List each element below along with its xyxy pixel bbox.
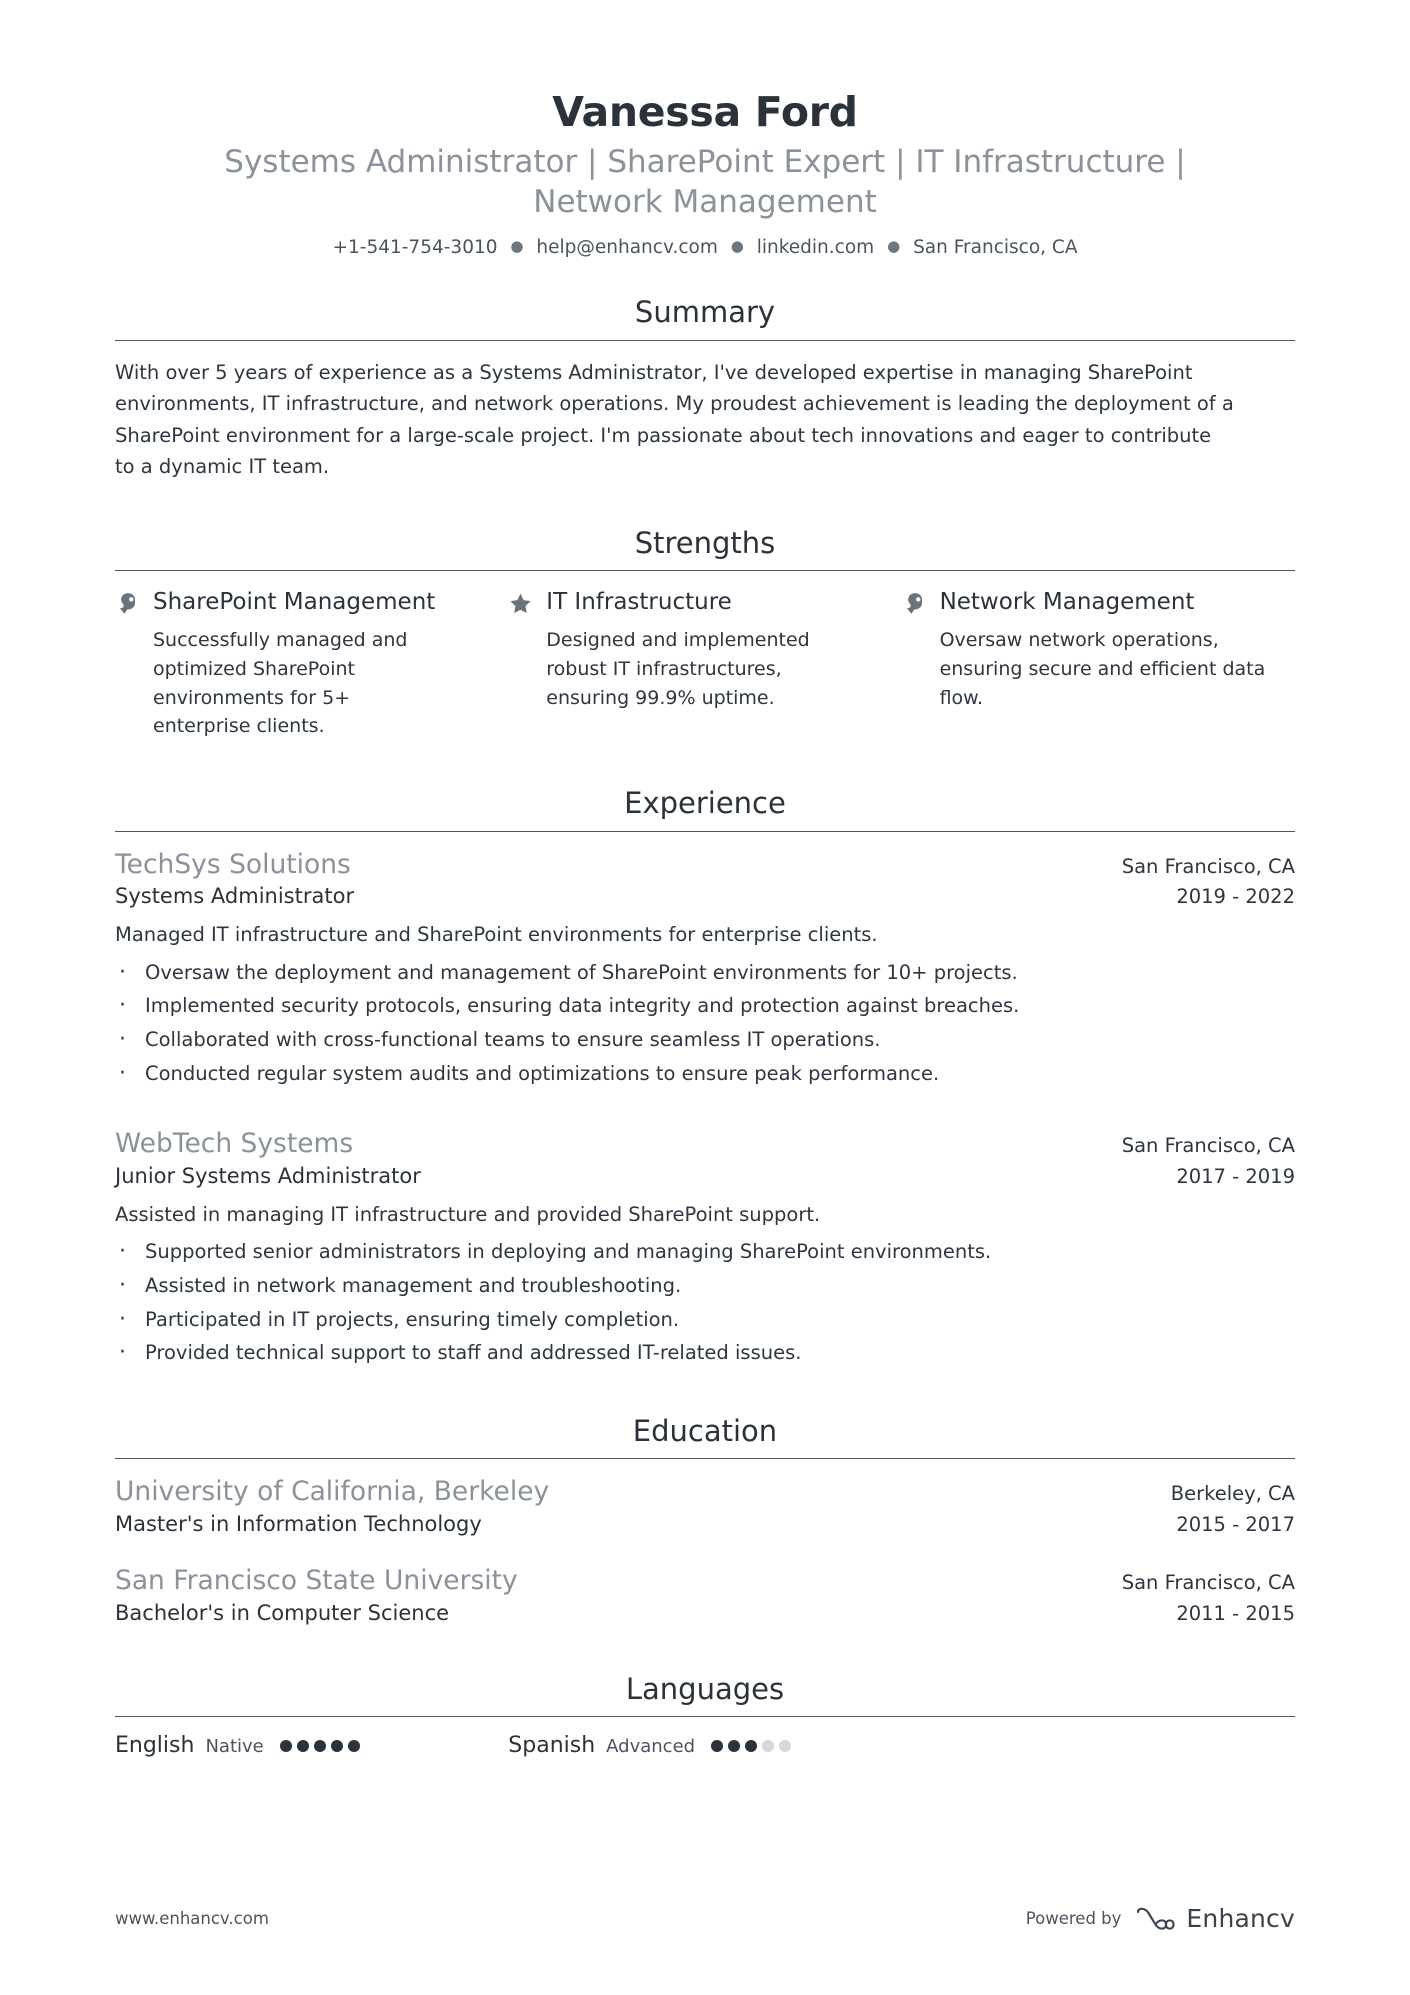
section-title-summary: Summary [634,295,776,330]
language-name: English [115,1733,195,1759]
entry-top-row [115,1475,1295,1509]
strength-header [508,589,846,617]
powered-by-label: Powered by [1025,1909,1122,1928]
rating-dot-filled [728,1740,740,1752]
enhancv-brand [1135,1904,1295,1933]
language-item [508,1733,901,1759]
list-item: · Oversaw the deployment and management of SharePoint environments for 10+ projects. [115,959,1295,993]
strength-header [902,589,1295,617]
language-name: Spanish [508,1733,596,1759]
entry-second-row [115,1162,1295,1190]
page-title: Vanessa Ford [552,88,858,136]
rating-dot-filled [745,1740,757,1752]
job-bullet-list [115,959,1295,1094]
entry-top-row [115,848,1295,882]
section-languages [115,1671,1295,1760]
entry-second-row [115,1599,1295,1627]
education-entry [115,1564,1295,1627]
degree-dates: 2011 - 2015 [1176,1601,1295,1625]
strength-item [902,589,1295,741]
strength-description: Successfully managed and optimized SharePoint environments for 5+ enterprise clients. [153,628,408,738]
job-summary: Managed IT infrastructure and SharePoint environments for enterprise clients. [115,923,878,947]
school-name: University of California, Berkeley [115,1476,550,1508]
entry-top-row [115,1564,1295,1598]
footer-url[interactable]: www.enhancv.com [115,1909,269,1928]
contact-email[interactable]: help@enhancv.com [536,236,718,258]
section-title-strengths: Strengths [634,525,776,560]
language-rating [711,1740,791,1752]
rating-dot-empty [779,1740,791,1752]
entry-top-row [115,1127,1295,1161]
language-item [115,1733,508,1759]
job-title: Junior Systems Administrator [115,1163,421,1188]
experience-entry [115,848,1295,1094]
separator-dot-icon: ● [887,236,901,255]
section-strengths [115,525,1295,741]
job-dates: 2017 - 2019 [1176,1164,1295,1188]
list-item: · Participated in IT projects, ensuring timely completion. [115,1306,1295,1340]
list-item: · Provided technical support to staff and addressed IT-related issues. [115,1339,1295,1373]
page-footer [115,1904,1295,1933]
section-title-experience: Experience [624,786,786,821]
degree-name: Master's in Information Technology [115,1511,482,1536]
languages-grid [115,1717,1295,1759]
school-name: San Francisco State University [115,1565,518,1597]
education-entry [115,1475,1295,1538]
resume-header [115,88,1295,260]
enhancv-logo-icon [1135,1906,1177,1932]
job-bullet-list [115,1238,1295,1373]
summary-text: With over 5 years of experience as a Systems Administrator, I've developed expertise in managing SharePoint environments, IT infrastructure, and network operations. My proudest achievement is leading the deployment of a SharePoint environment for a large-scale project. I'm passionate about tech innovations and eager to contribute to a dynamic IT team. [115,360,1234,479]
job-title: Systems Administrator [115,884,355,909]
company-name: WebTech Systems [115,1128,354,1160]
contact-website[interactable]: linkedin.com [756,236,875,258]
head-silhouette-icon [115,591,140,616]
section-education [115,1413,1295,1627]
job-summary: Assisted in managing IT infrastructure and provided SharePoint support. [115,1203,821,1227]
separator-dot-icon: ● [730,236,744,255]
strength-description: Oversaw network operations, ensuring secure and efficient data flow. [939,628,1266,709]
star-icon [508,591,533,616]
section-experience [115,785,1295,1373]
professional-headline: Systems Administrator | SharePoint Expert | IT Infrastructure | Network Management [224,144,1186,220]
school-location: San Francisco, CA [1121,1571,1295,1595]
contact-phone: +1-541-754-3010 [332,236,498,258]
language-level: Advanced [606,1735,696,1757]
list-item: · Conducted regular system audits and optimizations to ensure peak performance. [115,1060,1295,1094]
job-dates: 2019 - 2022 [1176,885,1295,909]
list-item: · Collaborated with cross-functional teams to ensure seamless IT operations. [115,1026,1295,1060]
degree-name: Bachelor's in Computer Science [115,1600,450,1625]
rating-dot-empty [762,1740,774,1752]
brand-name: Enhancv [1186,1904,1295,1933]
company-location: San Francisco, CA [1121,854,1295,878]
rating-dot-filled [331,1740,343,1752]
language-level: Native [205,1735,264,1757]
company-name: TechSys Solutions [115,848,351,880]
experience-entry [115,1127,1295,1373]
strength-item [508,589,901,741]
section-summary [115,294,1295,483]
strength-name: IT Infrastructure [546,589,732,616]
section-title-languages: Languages [625,1671,785,1706]
rating-dot-filled [314,1740,326,1752]
entry-second-row [115,882,1295,910]
school-location: Berkeley, CA [1170,1482,1295,1506]
strength-name: SharePoint Management [153,589,436,616]
strength-description: Designed and implemented robust IT infrastructures, ensuring 99.9% uptime. [546,628,810,709]
rating-dot-filled [711,1740,723,1752]
entry-second-row [115,1510,1295,1538]
list-item: · Implemented security protocols, ensuring data integrity and protection against breaches. [115,992,1295,1026]
list-item: · Supported senior administrators in deploying and managing SharePoint environments. [115,1238,1295,1272]
footer-brand-area [1026,1904,1295,1933]
rating-dot-filled [280,1740,292,1752]
strength-header [115,589,453,617]
contact-line [115,235,1295,261]
rating-dot-filled [348,1740,360,1752]
degree-dates: 2015 - 2017 [1176,1512,1295,1536]
contact-location: San Francisco, CA [913,236,1078,258]
list-item: · Assisted in network management and troubleshooting. [115,1272,1295,1306]
head-silhouette-icon [902,591,927,616]
separator-dot-icon: ● [510,236,524,255]
strengths-grid [115,571,1295,741]
strength-name: Network Management [939,589,1195,616]
strength-item [115,589,508,741]
rating-dot-filled [297,1740,309,1752]
company-location: San Francisco, CA [1121,1134,1295,1158]
language-rating [280,1740,360,1752]
section-title-education: Education [632,1414,778,1449]
